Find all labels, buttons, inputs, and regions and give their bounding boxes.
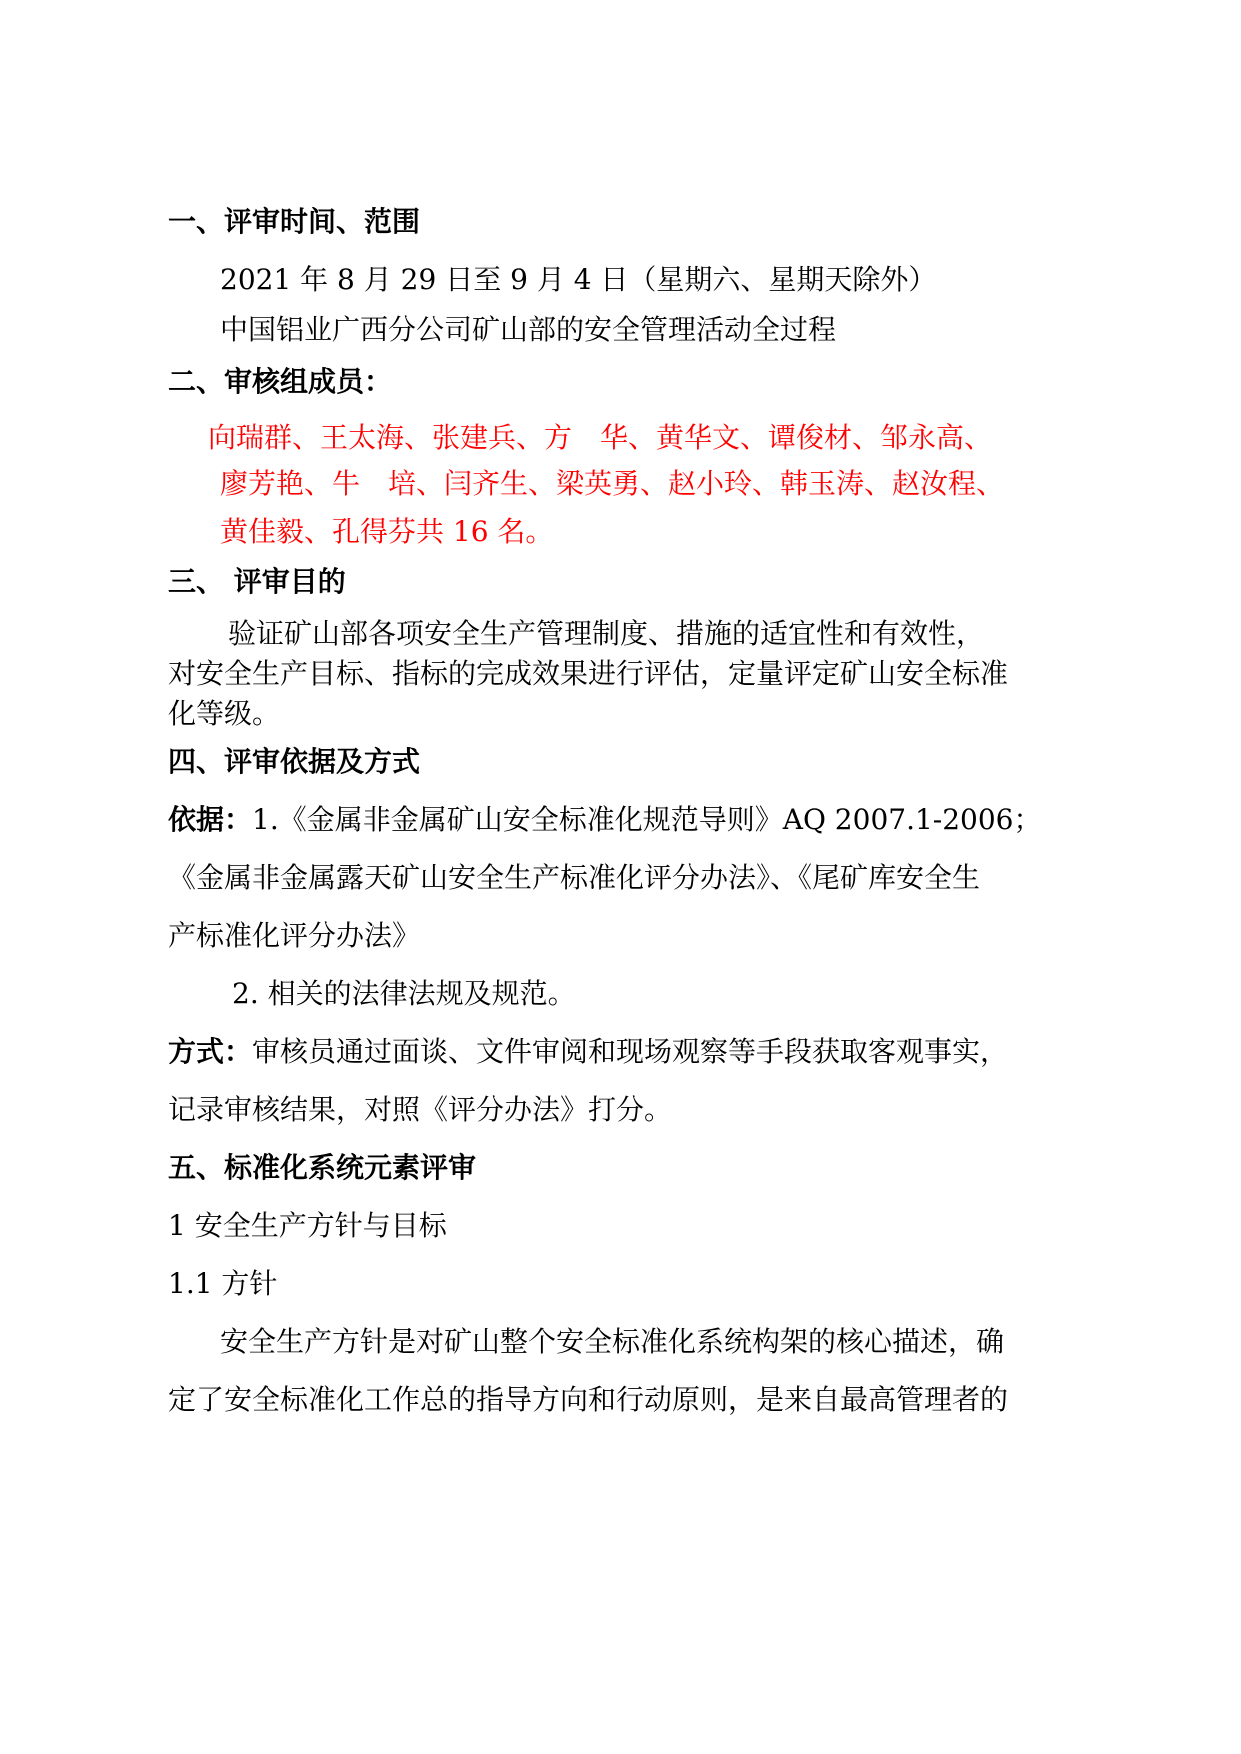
basis-line-3: 产标准化评分办法》	[168, 919, 421, 952]
subsection-1: 1 安全生产方针与目标	[168, 1209, 447, 1242]
members-line-1: 向瑞群、王太海、张建兵、方 华、黄华文、谭俊材、邹永高、	[208, 421, 993, 454]
method-text-1: 审核员通过面谈、文件审阅和现场观察等手段获取客观事实，	[252, 1035, 1009, 1068]
policy-line-2: 定了安全标准化工作总的指导方向和行动原则，是来自最高管理者的	[168, 1383, 1009, 1416]
section-4-heading: 四、评审依据及方式	[168, 745, 421, 778]
section-5-heading: 五、标准化系统元素评审	[168, 1151, 477, 1184]
members-line-3: 黄佳毅、孔得芬共 16 名。	[220, 515, 554, 548]
method-line-2: 记录审核结果，对照《评分办法》打分。	[168, 1093, 673, 1126]
purpose-line-2: 对安全生产目标、指标的完成效果进行评估，定量评定矿山安全标准	[168, 657, 1009, 690]
method-line-1	[0, 1034, 1241, 1070]
basis-line-2: 《金属非金属露天矿山安全生产标准化评分办法》、《尾矿库安全生	[168, 861, 981, 894]
basis-line-4: 2. 相关的法律法规及规范。	[232, 977, 576, 1010]
members-line-2: 廖芳艳、牛 培、闫齐生、梁英勇、赵小玲、韩玉涛、赵汝程、	[220, 467, 1005, 500]
purpose-line-3: 化等级。	[168, 697, 281, 730]
review-scope: 中国铝业广西分公司矿山部的安全管理活动全过程	[220, 313, 837, 346]
method-label: 方式：	[168, 1035, 253, 1068]
policy-line-1: 安全生产方针是对矿山整个安全标准化系统构架的核心描述，确	[220, 1325, 1005, 1358]
section-1-heading: 一、评审时间、范围	[168, 205, 421, 238]
section-3-heading: 三、 评审目的	[168, 565, 346, 598]
review-period: 2021 年 8 月 29 日至 9 月 4 日（星期六、星期天除外）	[220, 263, 937, 296]
purpose-line-1: 验证矿山部各项安全生产管理制度、措施的适宜性和有效性，	[228, 617, 985, 650]
section-2-heading: 二、审核组成员：	[168, 365, 393, 398]
basis-text-1: 1.《金属非金属矿山安全标准化规范导则》AQ 2007.1-2006；	[252, 803, 1042, 836]
basis-line-1	[0, 802, 1241, 838]
subsection-1-1: 1.1 方针	[168, 1267, 278, 1300]
basis-label: 依据：	[168, 803, 253, 836]
